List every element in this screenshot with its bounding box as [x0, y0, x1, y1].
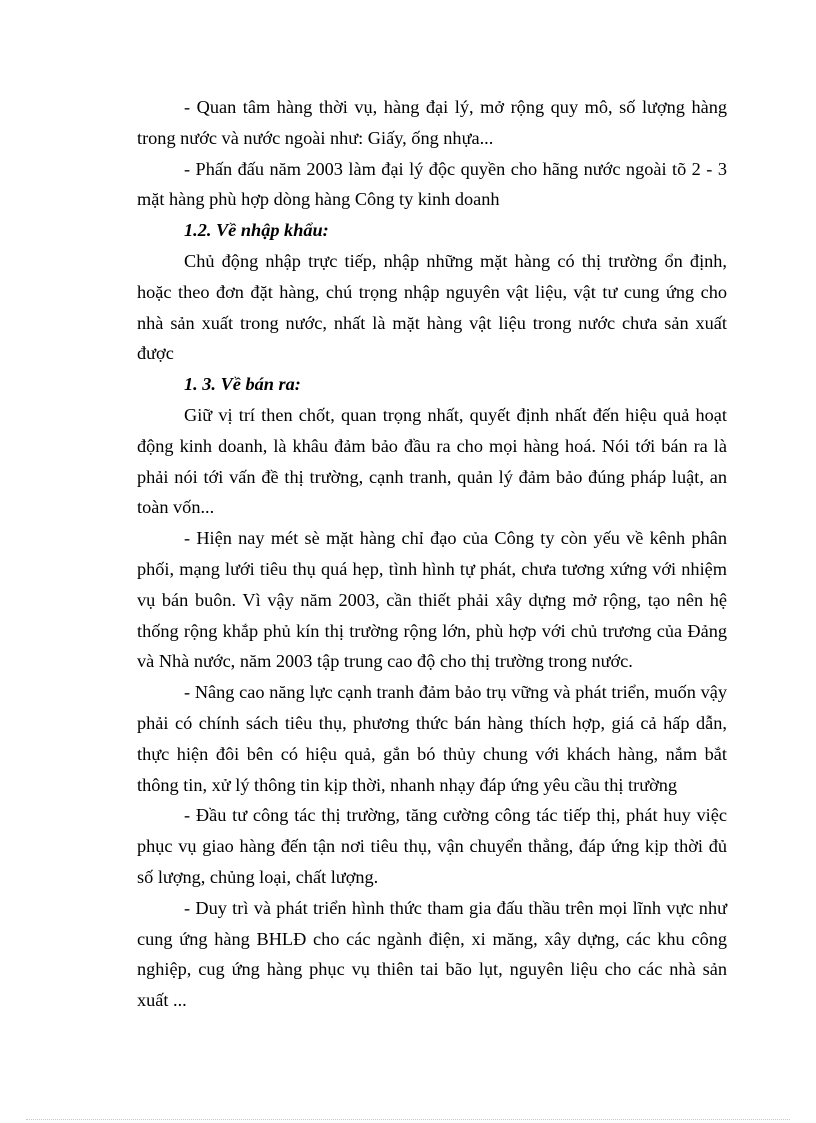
section-heading-sales: 1. 3. Về bán ra: — [184, 374, 301, 395]
paragraph-exclusive-agency: - Phấn đấu năm 2003 làm đại lý độc quyền cho hãng nước ngoài tõ 2 - 3 mặt hàng phù hợp dòng hàng Công ty kinh doanh — [137, 158, 727, 210]
page-bottom-divider — [26, 1119, 790, 1120]
paragraph-competitiveness: - Nâng cao năng lực cạnh tranh đảm bảo trụ vững và phát triển, muốn vậy phải có chính sách tiêu thụ, phương thức bán hàng thích hợp, giá cả hấp dẫn, thực hiện đôi bên có hiệu quả, gắn bó thủy chung với khách hàng, nắm bắt thông tin, xử lý thông tin kịp thời, nhanh nhạy đáp ứng yêu cầu thị trường — [137, 682, 727, 795]
paragraph-bidding: - Duy trì và phát triển hình thức tham gia đấu thầu trên mọi lĩnh vực như cung ứng hàng BHLĐ cho các ngành điện, xi măng, xây dựng, các khu công nghiệp, cug ứng hàng phục vụ thiên tai bão lụt, nguyên liệu cho các nhà sản xuất ... — [137, 897, 727, 1011]
paragraph-import-strategy: Chủ động nhập trực tiếp, nhập những mặt hàng có thị trường ổn định, hoặc theo đơn đặt hàng, chú trọng nhập nguyên vật liệu, vật tư cung ứng cho nhà sản xuất trong nước, nhất là mặt hàng vật liệu trong nước chưa sản xuất được — [137, 250, 727, 364]
paragraph-distribution-network: - Hiện nay mét sè mặt hàng chỉ đạo của Công ty còn yếu về kênh phân phối, mạng lưới tiêu thụ quá hẹp, tình hình tự phát, chưa tương xứng với nhiệm vụ bán buôn. Vì vậy năm 2003, cần thiết phải xây dựng mở rộng, tạo nên hệ thống rộng khắp phủ kín thị trường rộng lớn, phù hợp với chủ trương của Đảng và Nhà nước, năm 2003 tập trung cao độ cho thị trường trong nước. — [137, 528, 727, 672]
section-heading-import: 1.2. Về nhập khẩu: — [184, 220, 329, 241]
document-body — [137, 92, 727, 1016]
paragraph-market-investment: - Đầu tư công tác thị trường, tăng cường công tác tiếp thị, phát huy việc phục vụ giao hàng đến tận nơi tiêu thụ, vận chuyển thẳng, đáp ứng kịp thời đủ số lượng, chủng loại, chất lượng. — [137, 805, 727, 887]
paragraph-seasonal-goods: - Quan tâm hàng thời vụ, hàng đại lý, mở rộng quy mô, số lượng hàng trong nước và nước ngoài như: Giấy, ống nhựa... — [137, 97, 727, 148]
paragraph-sales-role: Giữ vị trí then chốt, quan trọng nhất, quyết định nhất đến hiệu quả hoạt động kinh doanh, là khâu đảm bảo đầu ra cho mọi hàng hoá. Nói tới bán ra là phải nói tới vấn đề thị trường, cạnh tranh, quản lý đảm bảo đúng pháp luật, an toàn vốn... — [137, 404, 727, 518]
